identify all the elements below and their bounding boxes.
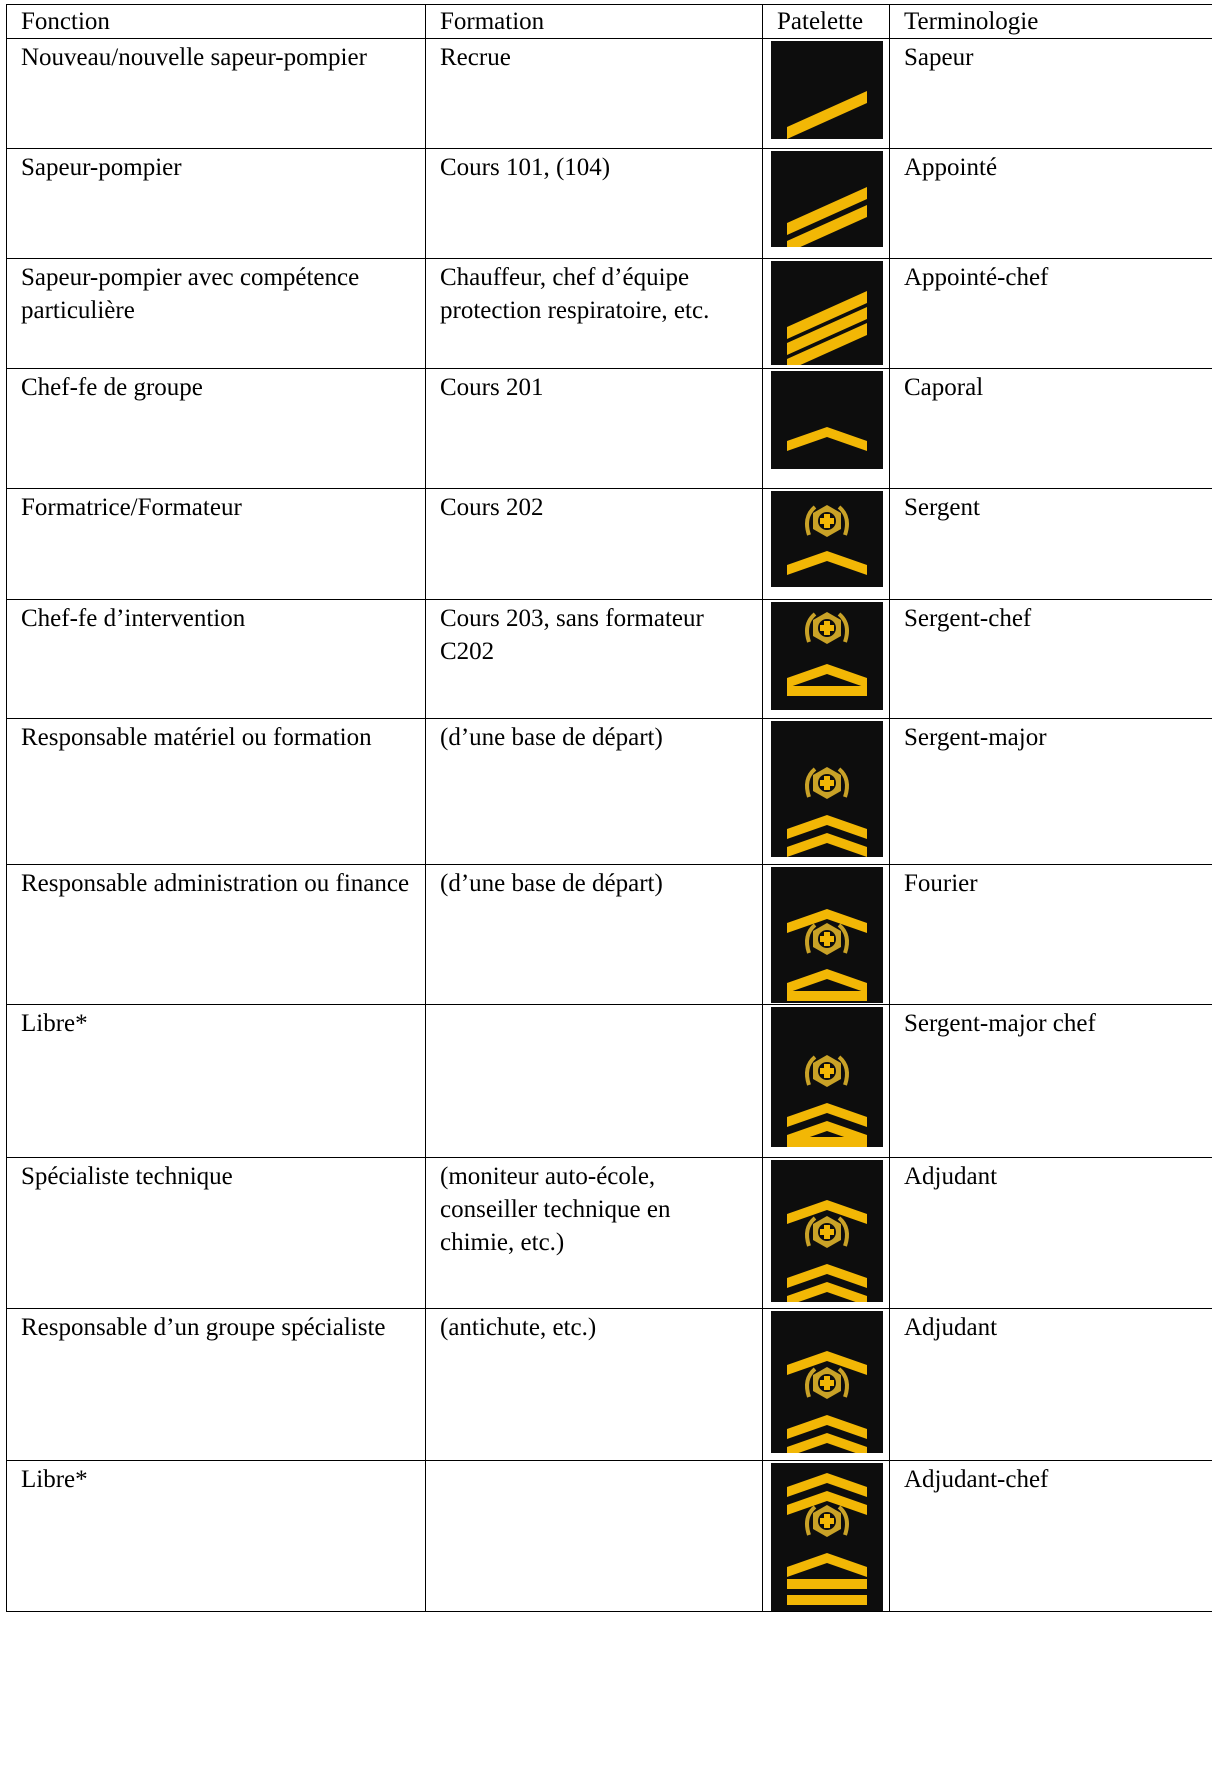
rank-badge-icon — [771, 1160, 883, 1302]
formation-cell: Cours 201 — [426, 369, 763, 489]
rank-badge-icon — [771, 1007, 883, 1147]
terminologie-cell: Sapeur — [890, 39, 1212, 149]
formation-cell: (antichute, etc.) — [426, 1309, 763, 1461]
table-row — [7, 369, 1212, 489]
rank-insignia-icon — [771, 261, 883, 365]
fonction-cell: Libre* — [7, 1005, 426, 1158]
rank-insignia-icon — [771, 491, 883, 587]
fonction-cell: Chef-fe de groupe — [7, 369, 426, 489]
rank-badge-icon — [771, 1463, 883, 1611]
terminologie-cell: Appointé-chef — [890, 259, 1212, 369]
rank-insignia-icon — [771, 867, 883, 1003]
fonction-cell: Sapeur-pompier avec compétence particulière — [7, 259, 426, 369]
formation-cell: Recrue — [426, 39, 763, 149]
rank-insignia-icon — [771, 602, 883, 710]
formation-cell: Cours 101, (104) — [426, 149, 763, 259]
formation-cell: (moniteur auto-école, conseiller technique en chimie, etc.) — [426, 1158, 763, 1309]
terminologie-cell: Caporal — [890, 369, 1212, 489]
terminologie-cell: Adjudant — [890, 1158, 1212, 1309]
rank-insignia-icon — [771, 41, 883, 139]
fonction-cell: Formatrice/Formateur — [7, 489, 426, 600]
table-row — [7, 1309, 1212, 1461]
rank-insignia-icon — [771, 1463, 883, 1611]
terminologie-cell: Sergent-major chef — [890, 1005, 1212, 1158]
rank-badge-icon — [771, 491, 883, 587]
rank-table — [6, 4, 1212, 1612]
header-patelette: Patelette — [763, 5, 890, 39]
header-terminologie: Terminologie — [890, 5, 1212, 39]
terminologie-cell: Appointé — [890, 149, 1212, 259]
rank-badge-icon — [771, 151, 883, 247]
terminologie-cell: Sergent-chef — [890, 600, 1212, 719]
formation-cell: (d’une base de départ) — [426, 865, 763, 1005]
formation-cell: Chauffeur, chef d’équipe protection respiratoire, etc. — [426, 259, 763, 369]
formation-cell: (d’une base de départ) — [426, 719, 763, 865]
table-row — [7, 39, 1212, 149]
table-row — [7, 259, 1212, 369]
formation-cell — [426, 1461, 763, 1612]
rank-badge-icon — [771, 867, 883, 1003]
rank-badge-icon — [771, 371, 883, 469]
terminologie-cell: Adjudant-chef — [890, 1461, 1212, 1612]
terminologie-cell: Adjudant — [890, 1309, 1212, 1461]
rank-insignia-icon — [771, 1007, 883, 1147]
rank-badge-icon — [771, 1311, 883, 1453]
table-row — [7, 1005, 1212, 1158]
terminologie-cell: Fourier — [890, 865, 1212, 1005]
terminologie-cell: Sergent — [890, 489, 1212, 600]
formation-cell — [426, 1005, 763, 1158]
table-row — [7, 489, 1212, 600]
header-fonction: Fonction — [7, 5, 426, 39]
fonction-cell: Responsable administration ou finance — [7, 865, 426, 1005]
terminologie-cell: Sergent-major — [890, 719, 1212, 865]
fonction-cell: Chef-fe d’intervention — [7, 600, 426, 719]
rank-badge-icon — [771, 602, 883, 710]
rank-insignia-icon — [771, 1160, 883, 1302]
rank-badge-icon — [771, 261, 883, 365]
formation-cell: Cours 203, sans formateur C202 — [426, 600, 763, 719]
fonction-cell: Libre* — [7, 1461, 426, 1612]
fonction-cell: Responsable matériel ou formation — [7, 719, 426, 865]
rank-insignia-icon — [771, 371, 883, 469]
fonction-cell: Nouveau/nouvelle sapeur-pompier — [7, 39, 426, 149]
rank-badge-icon — [771, 41, 883, 139]
rank-badge-icon — [771, 721, 883, 857]
rank-insignia-icon — [771, 721, 883, 857]
table-row — [7, 149, 1212, 259]
table-row — [7, 719, 1212, 865]
table-row — [7, 865, 1212, 1005]
header-formation: Formation — [426, 5, 763, 39]
table-row — [7, 600, 1212, 719]
table-header-row — [7, 5, 1212, 39]
fonction-cell: Sapeur-pompier — [7, 149, 426, 259]
table-row — [7, 1461, 1212, 1612]
rank-insignia-icon — [771, 1311, 883, 1453]
rank-insignia-icon — [771, 151, 883, 247]
fonction-cell: Responsable d’un groupe spécialiste — [7, 1309, 426, 1461]
table-row — [7, 1158, 1212, 1309]
fonction-cell: Spécialiste technique — [7, 1158, 426, 1309]
formation-cell: Cours 202 — [426, 489, 763, 600]
